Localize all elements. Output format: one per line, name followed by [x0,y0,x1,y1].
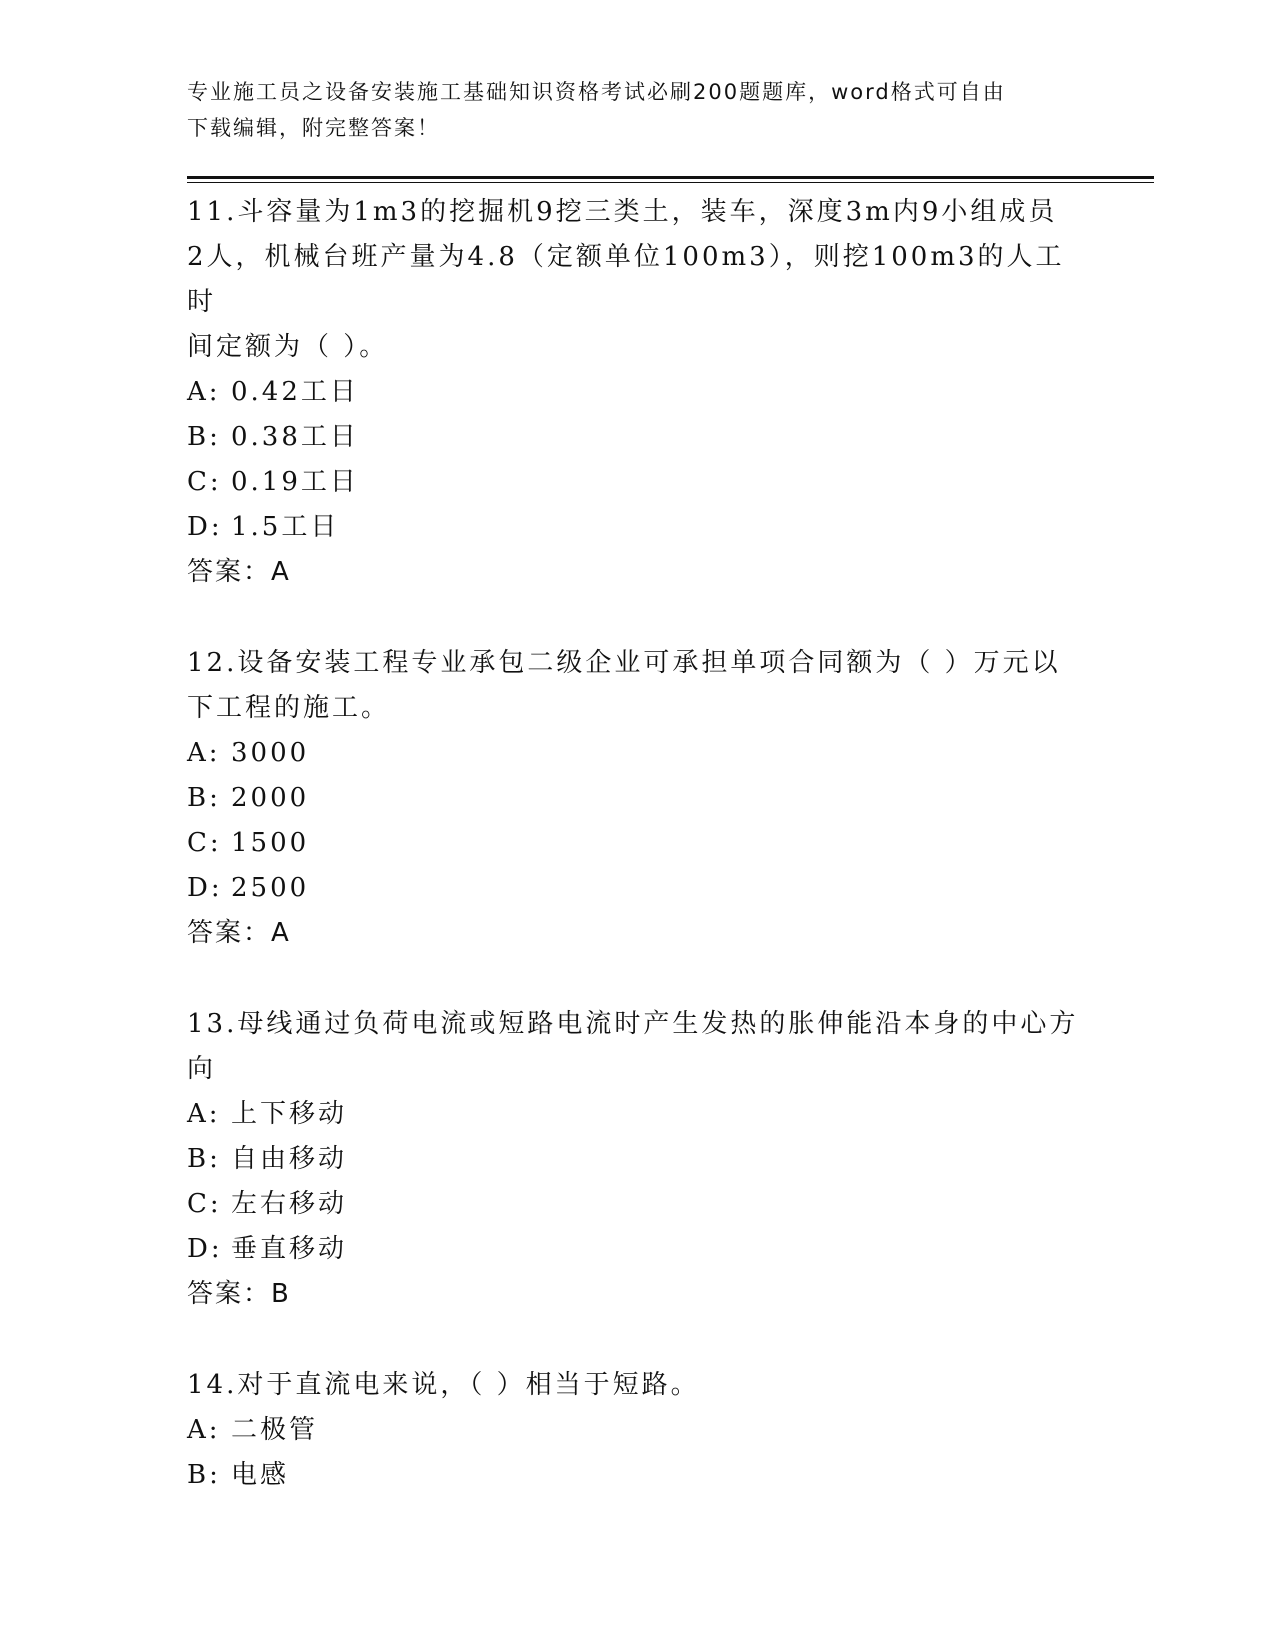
header-divider-thin [187,182,1154,183]
option-b [187,776,1087,821]
option-text: 3000 [231,738,310,768]
question-stem-line: 下工程的施工。 [187,693,391,723]
option-letter: D: [187,873,223,903]
answer-line: 答案：A [187,557,291,587]
option-letter: A: [187,738,221,768]
question-list [187,190,1087,1544]
option-text: 1.5工日 [231,512,340,542]
question-stem-line: 13.母线通过负荷电流或短路电流时产生发热的胀伸能沿本身的中心方 [187,1009,1079,1039]
option-text: 1500 [231,828,310,858]
header-divider-thick [187,176,1154,179]
option-b [187,415,1087,460]
option-text: 上下移动 [231,1099,348,1129]
answer-line: 答案：B [187,1279,291,1309]
option-letter: A: [187,1099,221,1129]
option-letter: B: [187,783,221,813]
option-text: 0.42工日 [231,377,359,407]
header-line-2: 下载编辑，附完整答案！ [187,116,440,140]
question-13 [187,1002,1087,1317]
document-header [187,74,1067,146]
question-stem-line: 间定额为（ ）。 [187,332,389,362]
option-letter: B: [187,422,221,452]
option-d [187,866,1087,911]
question-12 [187,641,1087,956]
option-text: 0.19工日 [231,467,359,497]
option-text: 自由移动 [231,1144,348,1174]
option-letter: D: [187,1234,223,1264]
option-a [187,1092,1087,1137]
option-text: 二极管 [231,1415,319,1445]
option-a [187,731,1087,776]
question-11 [187,190,1087,595]
option-text: 2000 [231,783,310,813]
option-c [187,1182,1087,1227]
question-stem-line: 12.设备安装工程专业承包二级企业可承担单项合同额为（ ）万元以 [187,648,1061,678]
option-text: 垂直移动 [231,1234,348,1264]
option-c [187,821,1087,866]
option-text: 0.38工日 [231,422,359,452]
option-d [187,1227,1087,1272]
option-b [187,1137,1087,1182]
option-d [187,505,1087,550]
option-b [187,1453,1087,1498]
answer-line: 答案：A [187,918,291,948]
option-letter: B: [187,1144,221,1174]
option-a [187,370,1087,415]
option-text: 左右移动 [231,1189,348,1219]
option-c [187,460,1087,505]
option-letter: B: [187,1460,221,1490]
option-letter: C: [187,467,222,497]
question-stem-line: 14.对于直流电来说，（ ）相当于短路。 [187,1370,700,1400]
option-letter: A: [187,1415,221,1445]
question-14 [187,1363,1087,1498]
header-line-1: 专业施工员之设备安装施工基础知识资格考试必刷200题题库，word格式可自由 [187,80,1006,104]
question-stem-line: 向 [187,1054,217,1084]
option-text: 电感 [231,1460,290,1490]
option-a [187,1408,1087,1453]
question-stem-line: 11.斗容量为1m3的挖掘机9挖三类土，装车，深度3m内9小组成员 [187,197,1058,227]
option-letter: C: [187,1189,222,1219]
option-text: 2500 [231,873,310,903]
question-stem-line: 2人，机械台班产量为4.8（定额单位100m3），则挖100m3的人工时 [187,242,1065,317]
option-letter: C: [187,828,222,858]
option-letter: D: [187,512,223,542]
option-letter: A: [187,377,221,407]
